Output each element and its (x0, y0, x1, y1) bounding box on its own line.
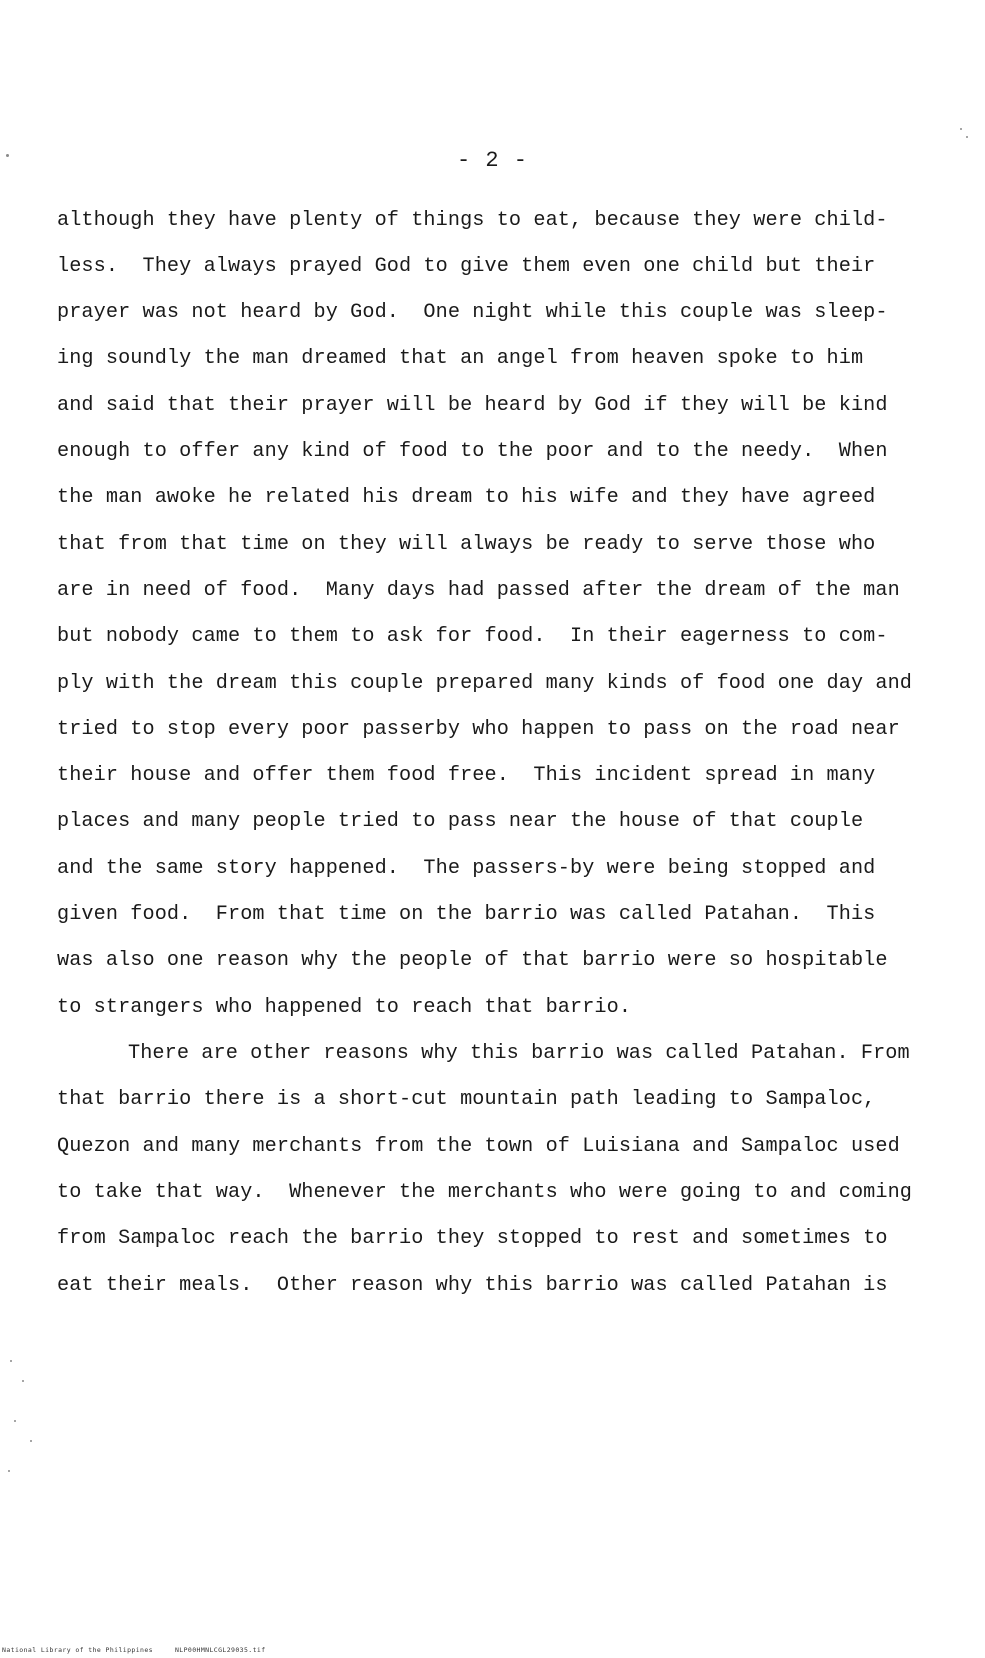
text-line: the man awoke he related his dream to his wife and they have agreed (57, 486, 876, 509)
paragraph-first-line: There are other reasons why this barrio was called Patahan. From (128, 1042, 910, 1065)
text-line: prayer was not heard by God. One night while this couple was sleep- (57, 301, 888, 324)
text-line: places and many people tried to pass near the house of that couple (57, 810, 864, 833)
text-line: from Sampaloc reach the barrio they stopped to rest and sometimes to (57, 1227, 888, 1250)
text-line: but nobody came to them to ask for food. In their eagerness to com- (57, 625, 888, 648)
footer-library: National Library of the Philippines (2, 1646, 153, 1654)
scan-speck (22, 1380, 24, 1382)
text-line: was also one reason why the people of that barrio were so hospitable (57, 949, 888, 972)
text-line: tried to stop every poor passerby who happen to pass on the road near (57, 718, 900, 741)
text-line: less. They always prayed God to give them even one child but their (57, 255, 876, 278)
scan-footer (2, 1646, 266, 1654)
footer-file-id: NLP00HMNLCGL29035.tif (174, 1646, 266, 1654)
scan-speck (966, 136, 968, 138)
page-number: - 2 - (456, 148, 528, 173)
text-line: that barrio there is a short-cut mountain path leading to Sampaloc, (57, 1088, 876, 1111)
scan-speck (14, 1420, 16, 1422)
text-line: and said that their prayer will be heard by God if they will be kind (57, 394, 888, 417)
text-line: and the same story happened. The passers-by were being stopped and (57, 857, 876, 880)
text-line: ing soundly the man dreamed that an angel from heaven spoke to him (57, 347, 864, 370)
scan-speck (6, 154, 9, 157)
text-line: that from that time on they will always be ready to serve those who (57, 533, 876, 556)
text-line: are in need of food. Many days had passed after the dream of the man (57, 579, 900, 602)
text-line: ply with the dream this couple prepared many kinds of food one day and (57, 672, 913, 695)
scan-speck (960, 128, 962, 130)
text-line: to strangers who happened to reach that barrio. (57, 996, 632, 1019)
text-line: to take that way. Whenever the merchants who were going to and coming (57, 1181, 913, 1204)
text-line: given food. From that time on the barrio was called Patahan. This (57, 903, 876, 926)
text-line: Quezon and many merchants from the town of Luisiana and Sampaloc used (57, 1135, 900, 1158)
text-line: enough to offer any kind of food to the poor and to the needy. When (57, 440, 888, 463)
scan-speck (8, 1470, 10, 1472)
scan-speck (10, 1360, 12, 1362)
scan-speck (30, 1440, 32, 1442)
text-line: although they have plenty of things to eat, because they were child- (57, 209, 888, 232)
text-line: eat their meals. Other reason why this barrio was called Patahan is (57, 1274, 888, 1297)
text-line: their house and offer them food free. This incident spread in many (57, 764, 876, 787)
